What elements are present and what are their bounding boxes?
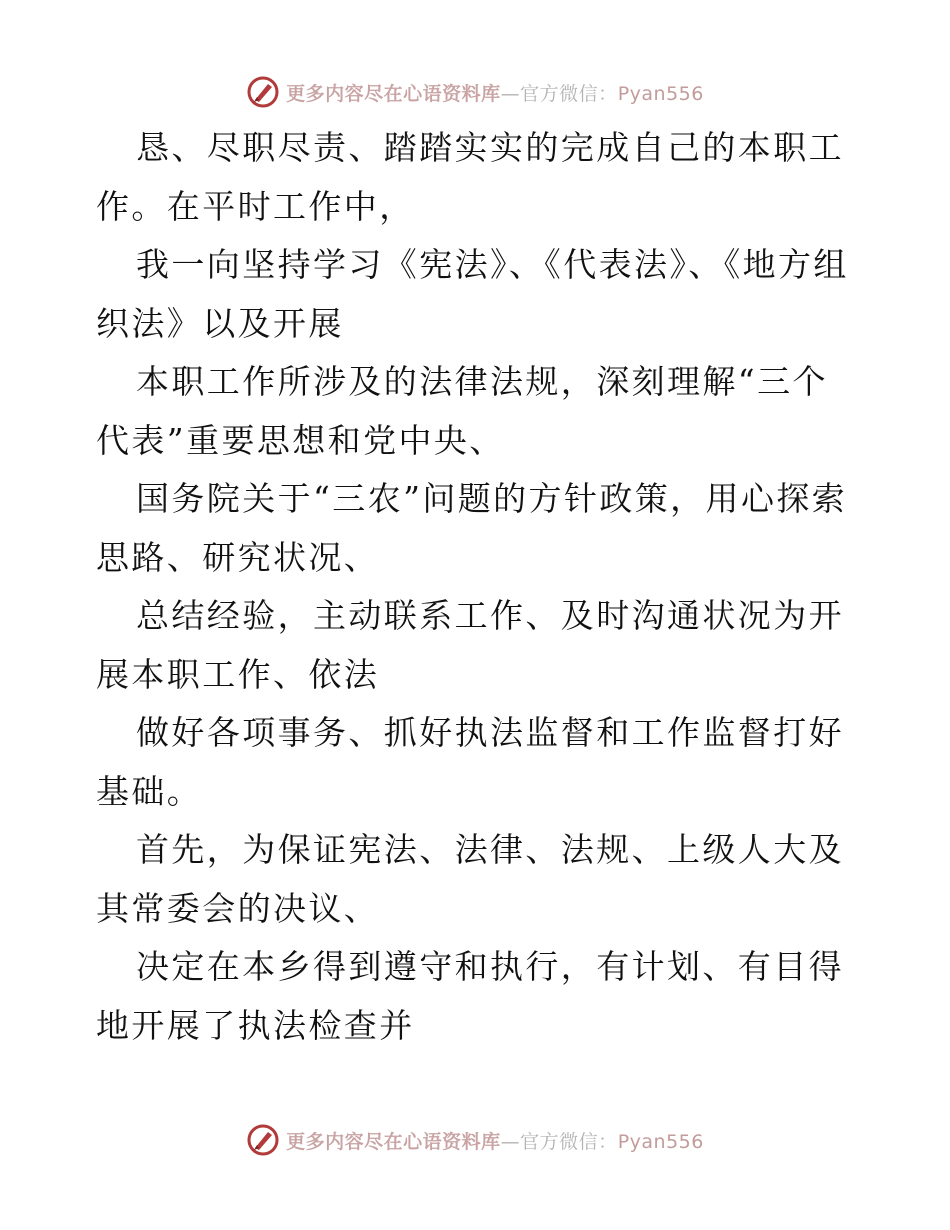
footer-brand-text: 更多内容尽在心语资料库 xyxy=(286,1130,501,1153)
header-contact-label: 官方微信： xyxy=(520,82,618,105)
paragraph: 总结经验，主动联系工作、及时沟通状况为开展本职工作、依法 xyxy=(96,596,844,694)
document-body xyxy=(96,119,856,1055)
paragraph: 首先，为保证宪法、法律、法规、上级人大及其常委会的决议、 xyxy=(96,830,844,928)
header-banner-text xyxy=(286,79,704,106)
footer-banner-text xyxy=(286,1127,704,1154)
footer-banner xyxy=(0,1120,950,1160)
paragraph: 做好各项事务、抓好执法监督和工作监督打好基础。 xyxy=(96,713,844,811)
header-dash: — xyxy=(500,82,521,105)
footer-contact-id: Pyan556 xyxy=(617,1130,704,1153)
footer-dash: — xyxy=(500,1130,521,1153)
paragraph: 国务院关于“三农”问题的方针政策，用心探索思路、研究状况、 xyxy=(96,479,848,577)
quill-pen-logo-icon xyxy=(246,1123,280,1157)
paragraph: 我一向坚持学习《宪法》、《代表法》、《地方组织法》以及开展 xyxy=(96,245,849,343)
paragraph: 恳、尽职尽责、踏踏实实的完成自己的本职工作。在平时工作中， xyxy=(96,128,844,226)
footer-contact-label: 官方微信： xyxy=(520,1130,618,1153)
paragraph: 决定在本乡得到遵守和执行，有计划、有目得地开展了执法检查并 xyxy=(96,947,844,1045)
paragraph: 本职工作所涉及的法律法规，深刻理解“三个代表”重要思想和党中央、 xyxy=(96,362,828,460)
header-brand-text: 更多内容尽在心语资料库 xyxy=(286,82,501,105)
quill-pen-logo-icon xyxy=(246,75,280,109)
header-contact-id: Pyan556 xyxy=(617,82,704,105)
header-banner xyxy=(0,72,950,112)
